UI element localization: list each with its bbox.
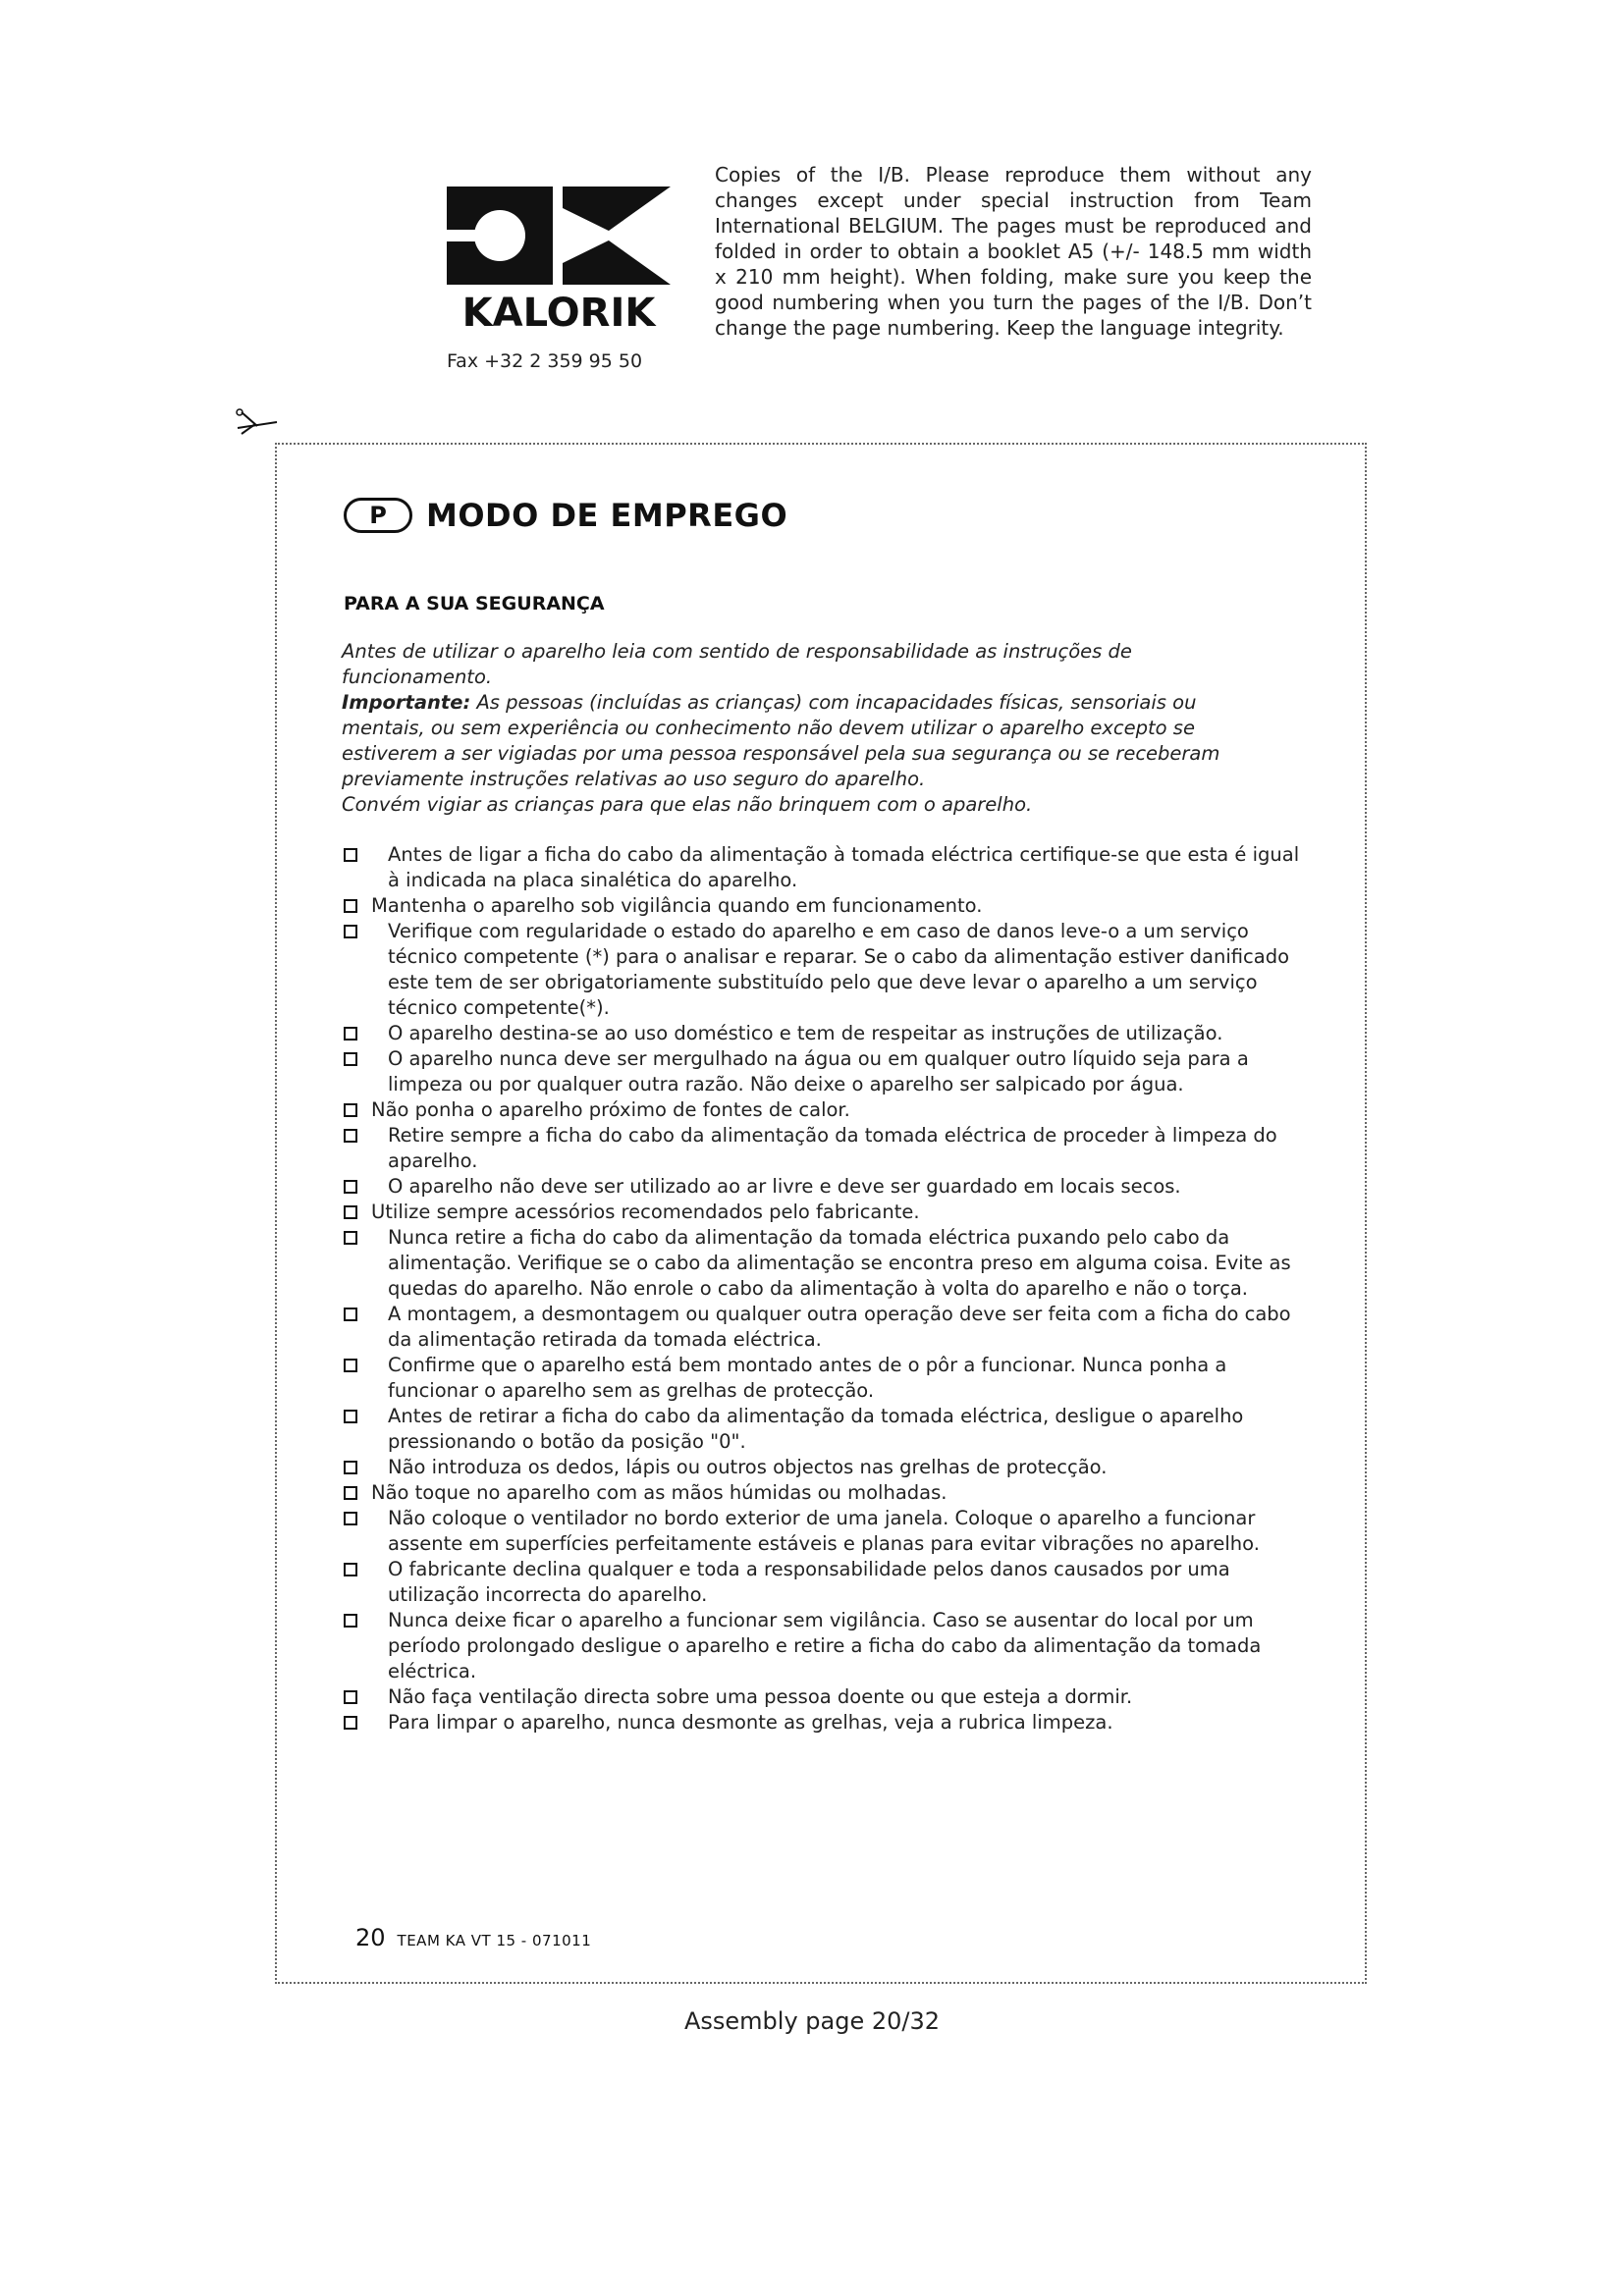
list-item [342,1480,1314,1506]
list-item [342,919,1314,1021]
checkbox-icon [344,1512,357,1525]
list-item-text: Não coloque o ventilador no bordo exterior de uma janela. Coloque o aparelho a funcionar assente em superfícies perfeitamente estáveis e planas para evitar vibrações no aparelho. [388,1507,1260,1555]
list-item-text: Confirme que o aparelho está bem montado antes de o pôr a funcionar. Nunca ponha a funcionar o aparelho sem as grelhas de protecção. [388,1354,1227,1402]
checkbox-icon [344,1461,357,1474]
checkbox-icon [344,925,357,938]
list-item [342,893,1314,919]
safety-list [342,842,1314,1735]
list-item-text: Não faça ventilação directa sobre uma pessoa doente ou que esteja a dormir. [388,1685,1133,1708]
list-item-text: Verifique com regularidade o estado do aparelho e em caso de danos leve-o a um serviço técnico competente (*) para o analisar e reparar. Se o cabo da alimentação estiver danificado este tem de ser obrigatoriamente substituído pelo que deve levar o aparelho a um serviço técnico competente(*). [388,920,1290,1019]
list-item [342,1123,1314,1174]
checkbox-icon [344,1308,357,1321]
list-item [342,1557,1314,1608]
scissors-icon [234,408,279,438]
list-item [342,1302,1314,1353]
checkbox-icon [344,1563,357,1576]
list-item-text: A montagem, a desmontagem ou qualquer outra operação deve ser feita com a ficha do cabo da alimentação retirada da tomada eléctrica. [388,1303,1291,1351]
checkbox-icon [344,848,357,862]
list-item [342,1021,1314,1046]
assembly-page-label: Assembly page 20/32 [683,2007,941,2035]
list-item-text: O aparelho não deve ser utilizado ao ar livre e deve ser guardado em locais secos. [388,1175,1181,1198]
list-item [342,1404,1314,1455]
checkbox-icon [344,899,357,913]
checkbox-icon [344,1410,357,1423]
list-item [342,1506,1314,1557]
list-item [342,1710,1314,1735]
fax-number: Fax +32 2 359 95 50 [447,350,643,372]
list-item-text: Antes de ligar a ficha do cabo da alimentação à tomada eléctrica certifique-se que esta é igual à indicada na placa sinalética do aparelho. [388,843,1300,891]
page-number: 20 [355,1924,386,1951]
list-item [342,1353,1314,1404]
list-item-text: Retire sempre a ficha do cabo da alimentação da tomada eléctrica de proceder à limpeza do aparelho. [388,1124,1277,1172]
children-paragraph: Convém vigiar as crianças para que elas não brinquem com o aparelho. [342,793,1033,816]
list-item-text: Nunca retire a ficha do cabo da alimentação da tomada eléctrica puxando pelo cabo da alimentação. Verifique se o cabo da alimentação se encontra preso em alguma coisa. Evite as quedas do aparelho. Não enrole o cabo da alimentação à volta do aparelho e não o torça. [388,1226,1291,1300]
checkbox-icon [344,1486,357,1500]
kalorik-logo [447,187,671,334]
list-item-text: Antes de retirar a ficha do cabo da alimentação da tomada eléctrica, desligue o aparelho pressionando o botão da posição "0". [388,1405,1244,1453]
list-item [342,1225,1314,1302]
checkbox-icon [344,1231,357,1245]
brand-wordmark: KALORIK [461,291,656,334]
page-footer [355,1924,591,1951]
manual-title: MODO DE EMPREGO [426,497,788,534]
list-item-text: Nunca deixe ficar o aparelho a funcionar sem vigilância. Caso se ausentar do local por um período prolongado desligue o aparelho e retire a ficha do cabo da alimentação da tomada eléctrica. [388,1609,1262,1682]
list-item-text: Não toque no aparelho com as mãos húmidas ou molhadas. [371,1481,947,1504]
reproduction-instructions: Copies of the I/B. Please reproduce them without any changes except under special instruction from Team International BELGIUM. The pages must be reproduced and folded in order to obtain a booklet A5 (+/- 148.5 mm width x 210 mm height). When folding, make sure you keep the good numbering when you turn the pages of the I/B. Don’t change the page numbering. Keep the language integrity. [715,163,1312,340]
intro-text [342,639,1260,818]
document-code: TEAM KA VT 15 - 071011 [397,1932,592,1949]
checkbox-icon [344,1359,357,1372]
checkbox-icon [344,1052,357,1066]
important-label: Importante: [342,691,471,714]
important-paragraph [342,690,1260,792]
list-item [342,1174,1314,1200]
list-item [342,1608,1314,1684]
list-item [342,1200,1314,1225]
language-badge: P [344,498,412,533]
checkbox-icon [344,1690,357,1704]
checkbox-icon [344,1027,357,1041]
checkbox-icon [344,1716,357,1730]
list-item-text: Utilize sempre acessórios recomendados pelo fabricante. [371,1201,920,1223]
checkbox-icon [344,1205,357,1219]
list-item-text: O aparelho nunca deve ser mergulhado na água ou em qualquer outro líquido seja para a limpeza ou por qualquer outra razão. Não deixe o aparelho ser salpicado por água. [388,1047,1249,1095]
list-item-text: Não ponha o aparelho próximo de fontes de calor. [371,1098,850,1121]
intro-paragraph: Antes de utilizar o aparelho leia com sentido de responsabilidade as instruções de funcionamento. [342,640,1132,688]
list-item-text: Não introduza os dedos, lápis ou outros objectos nas grelhas de protecção. [388,1456,1108,1478]
list-item [342,1455,1314,1480]
checkbox-icon [344,1180,357,1194]
checkbox-icon [344,1129,357,1143]
list-item-text: O fabricante declina qualquer e toda a responsabilidade pelos danos causados por uma utilização incorrecta do aparelho. [388,1558,1230,1606]
checkbox-icon [344,1103,357,1117]
list-item [342,1046,1314,1097]
section-heading: PARA A SUA SEGURANÇA [344,593,605,614]
list-item [342,1097,1314,1123]
page-title [344,496,787,535]
list-item-text: Mantenha o aparelho sob vigilância quando em funcionamento. [371,894,983,917]
checkbox-icon [344,1614,357,1628]
important-text: As pessoas (incluídas as crianças) com incapacidades físicas, sensoriais ou mentais, ou sem experiência ou conhecimento não devem utilizar o aparelho excepto se estiverem a ser vigiadas por uma pessoa responsável pela sua segurança ou se receberam previamente instruções relativas ao uso seguro do aparelho. [342,691,1220,790]
list-item-text: Para limpar o aparelho, nunca desmonte as grelhas, veja a rubrica limpeza. [388,1711,1113,1734]
list-item [342,1684,1314,1710]
list-item-text: O aparelho destina-se ao uso doméstico e tem de respeitar as instruções de utilização. [388,1022,1223,1044]
list-item [342,842,1314,893]
